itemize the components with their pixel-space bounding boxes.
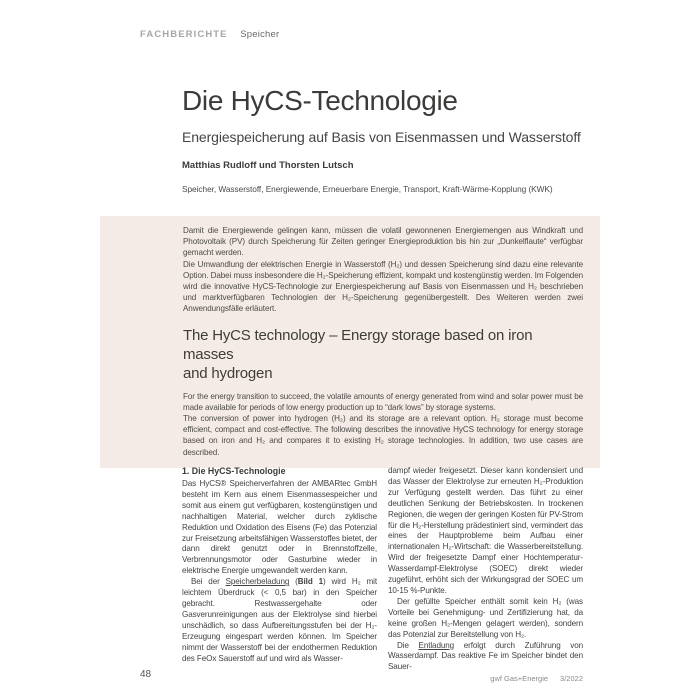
body-paragraph-2	[182, 577, 377, 664]
abstract-en-heading-line1: The HyCS technology – Energy storage based on iron masses	[183, 326, 533, 363]
body-paragraph-5-text: Die	[397, 640, 419, 650]
article-authors: Matthias Rudloff und Thorsten Lutsch	[182, 160, 354, 171]
footer-journal-name: gwf Gas+Energie	[490, 674, 549, 683]
underlined-term-entladung: Entladung	[418, 640, 455, 650]
section-heading: 1. Die HyCS-Technologie	[182, 466, 286, 476]
body-column-left	[182, 466, 377, 664]
abstract-box	[100, 216, 600, 468]
footer-issue: 3/2022	[560, 674, 583, 683]
body-column-right	[388, 466, 583, 673]
body-paragraph-2-text: Bei der	[191, 577, 226, 587]
footer-page-number: 48	[140, 669, 152, 680]
kicker	[140, 29, 279, 40]
body-paragraph-1: Das HyCS® Speicherverfahren der AMBARtec GmbH besteht im Kern aus einem Eisenmassespeicher und somit aus einem gut verfügbaren, kostengünstigen und nachhaltigen Material, welcher durch zyklische Reduktion und Oxidation des Eisens (Fe) das Potenzial zur Freisetzung arbeitsfähigen Wasserstoffes bietet, der dann direkt genutzt oder in Brennstoffzelle, Verbrennungsmotor oder Gasturbine wieder in elektrische Energie umgewandelt werden kann.	[182, 479, 377, 576]
article-title: Die HyCS-Technologie	[182, 85, 458, 116]
abstract-en-paragraph-1: For the energy transition to succeed, the volatile amounts of energy generated from wind and solar power must be made available for periods of low energy production up to “dark lows” by storage systems.	[183, 391, 583, 412]
abstract-en-heading-line2: and hydrogen	[183, 364, 273, 382]
abstract-de-paragraph-2: Die Umwandlung der elektrischen Energie in Wasserstoff (H₂) und dessen Speicherung sind dazu eine relevante Option. Dabei muss insbesondere die H₂-Speicherung effizient, kompakt und kostengünstig werden. Im Folgenden wird die innovative HyCS-Technologie zur Energiespeicherung auf Basis von Eisenmassen und H₂ beschrieben und marktverfügbaren Technologien der H₂-Speicherung gegenübergestellt. Des Weiteren werden zwei Anwendungsfälle erläutert.	[183, 259, 583, 314]
abstract-de-paragraph-1: Damit die Energiewende gelingen kann, müssen die volatil gewonnenen Energiemengen aus Windkraft und Photovoltaik (PV) durch Speicherung für Zeiten geringer Energieproduktion bis hin zur „Dunkelflaute“ verfügbar gemacht werden.	[183, 226, 583, 258]
underlined-term-speicherbeladung: Speicherbeladung	[225, 577, 290, 587]
body-paragraph-3: dampf wieder freigesetzt. Dieser kann kondensiert und das Wasser der Elektrolyse zur erneuten H₂-Produktion zur Verfügung gestellt werden. Das führt zu einer deutlichen Senkung der Betriebskosten. In trockenen Regionen, die wegen der geringen Kosten für PV-Strom für die H₂-Herstellung prädestiniert sind, vermindert das eines der Hauptprobleme beim Aufbau einer internationalen H₂-Wirtschaft: die Wasserbereitstellung. Wird der freigesetzte Dampf einer Hochtemperatur-Wasserdampf-Elektrolyse (SOEC) direkt wieder zugeführt, erhöht sich der Wirkungsgrad der SOEC um 10-15 %-Punkte.	[388, 466, 583, 595]
abstract-en-heading	[183, 326, 583, 383]
body-paragraph-2-text: (	[289, 577, 298, 587]
kicker-topic: Speicher	[240, 29, 280, 40]
body-paragraph-4: Der gefüllte Speicher enthält somit kein H₂ (was Vorteile bei Genehmigung- und Zertifizierung hat, da keine großen H₂-Mengen gelagert werden), sondern das Potenzial zur Bereitstellung von H₂.	[388, 596, 583, 639]
body-paragraph-5-text: erfolgt durch Zuführung von Wasserdampf. Das reaktive Fe im Speicher bindet den Sauer-	[388, 640, 583, 672]
abstract-en-paragraph-2: The conversion of power into hydrogen (H₂) and its storage are a relevant option. H₂ storage must become efficient, compact and cost-effective. The following describes the innovative HyCS technology for energy storage based on iron and H₂ and compares it to existing H₂ storage technologies. In addition, two use cases are described.	[183, 414, 583, 457]
body-paragraph-5	[388, 641, 583, 674]
article-keywords: Speicher, Wasserstoff, Energiewende, Erneuerbare Energie, Transport, Kraft-Wärme-Kopplung (KWK)	[182, 184, 553, 194]
article-subtitle: Energiespeicherung auf Basis von Eisenmassen und Wasserstoff	[182, 129, 581, 145]
body-paragraph-2-text: ) wird H₂ mit leichtem Überdruck (< 0,5 bar) in den Speicher gebracht. Restwassergehalte oder Gasverunreinigungen aus der Elektrolyse sind hierbei unschädlich, so dass Aufbereitungsstufen bei der H₂-Erzeugung eingespart werden können. Im Speicher nimmt der Wasserstoff bei der endothermen Reduktion des FeOx Sauerstoff auf und wird als Wasser-	[182, 577, 378, 663]
figure-reference-bild-1: Bild 1	[297, 577, 323, 587]
footer-journal-line	[490, 674, 583, 683]
kicker-category: FACHBERICHTE	[140, 29, 228, 40]
